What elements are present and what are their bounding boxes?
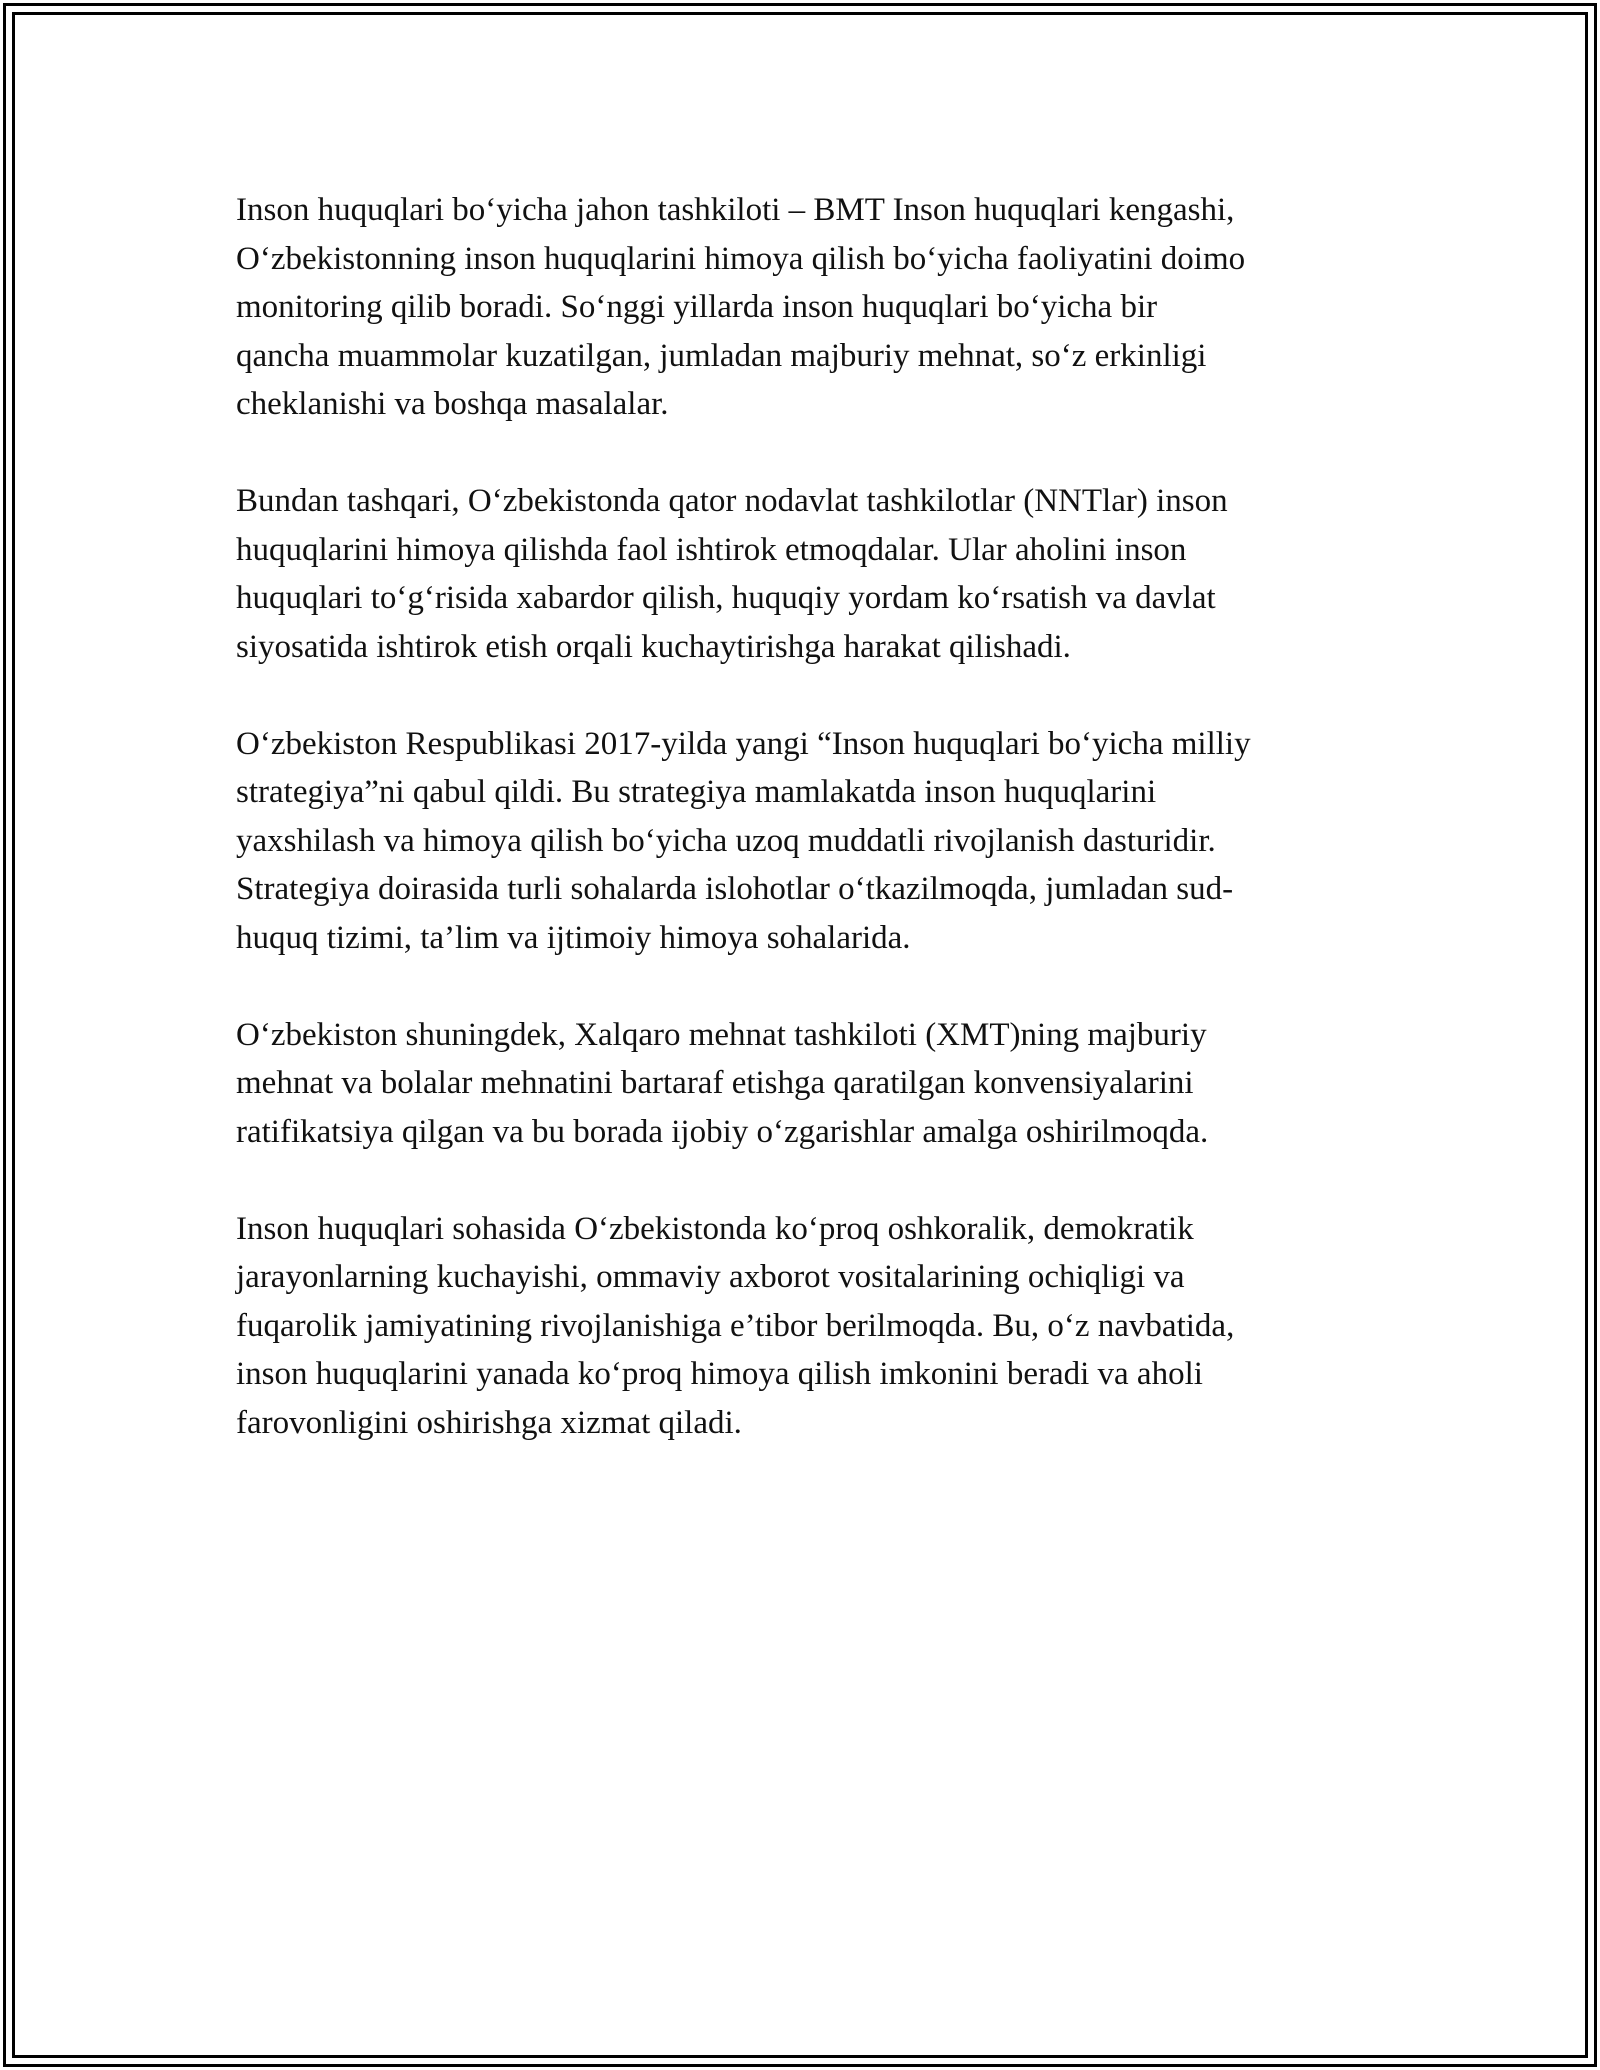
document-body (236, 186, 1376, 1496)
paragraph-1: Inson huquqlari bo‘yicha jahon tashkiloti – BMT Inson huquqlari kengashi, O‘zbekistonning inson huquqlarini himoya qilish bo‘yicha faoliyatini doimo monitoring qilib boradi. So‘nggi yillarda inson huquqlari bo‘yicha bir qancha muammolar kuzatilgan, jumladan majburiy mehnat, so‘z erkinligi cheklanishi va boshqa masalalar. (236, 192, 1246, 422)
paragraph-2: Bundan tashqari, O‘zbekistonda qator nodavlat tashkilotlar (NNTlar) inson huquqlarini himoya qilishda faol ishtirok etmoqdalar. Ular aholini inson huquqlari to‘g‘risida xabardor qilish, huquqiy yordam ko‘rsatish va davlat siyosatida ishtirok etish orqali kuchaytirishga harakat qilishadi. (236, 483, 1228, 665)
paragraph-3: O‘zbekiston Respublikasi 2017-yilda yangi “Inson huquqlari bo‘yicha milliy strategiya”ni qabul qildi. Bu strategiya mamlakatda inson huquqlarini yaxshilash va himoya qilish bo‘yicha uzoq muddatli rivojlanish dasturidir. Strategiya doirasida turli sohalarda islohotlar o‘tkazilmoqda, jumladan sud- huquq tizimi, ta’lim va ijtimoiy himoya sohalarida. (236, 725, 1251, 956)
paragraph-4: O‘zbekiston shuningdek, Xalqaro mehnat tashkiloti (XMT)ning majburiy mehnat va bolalar mehnatini bartaraf etishga qaratilgan konvensiyalarini ratifikatsiya qilgan va bu borada ijobiy o‘zgarishlar amalga oshirilmoqda. (236, 1016, 1209, 1150)
paragraph-5: Inson huquqlari sohasida O‘zbekistonda ko‘proq oshkoralik, demokratik jarayonlarning kuchayishi, ommaviy axborot vositalarining ochiqligi va fuqarolik jamiyatining rivojlanishiga e’tibor berilmoqda. Bu, o‘z navbatida, inson huquqlarini yanada ko‘proq himoya qilish imkonini beradi va aholi farovonligini oshirishga xizmat qiladi. (236, 1210, 1235, 1441)
